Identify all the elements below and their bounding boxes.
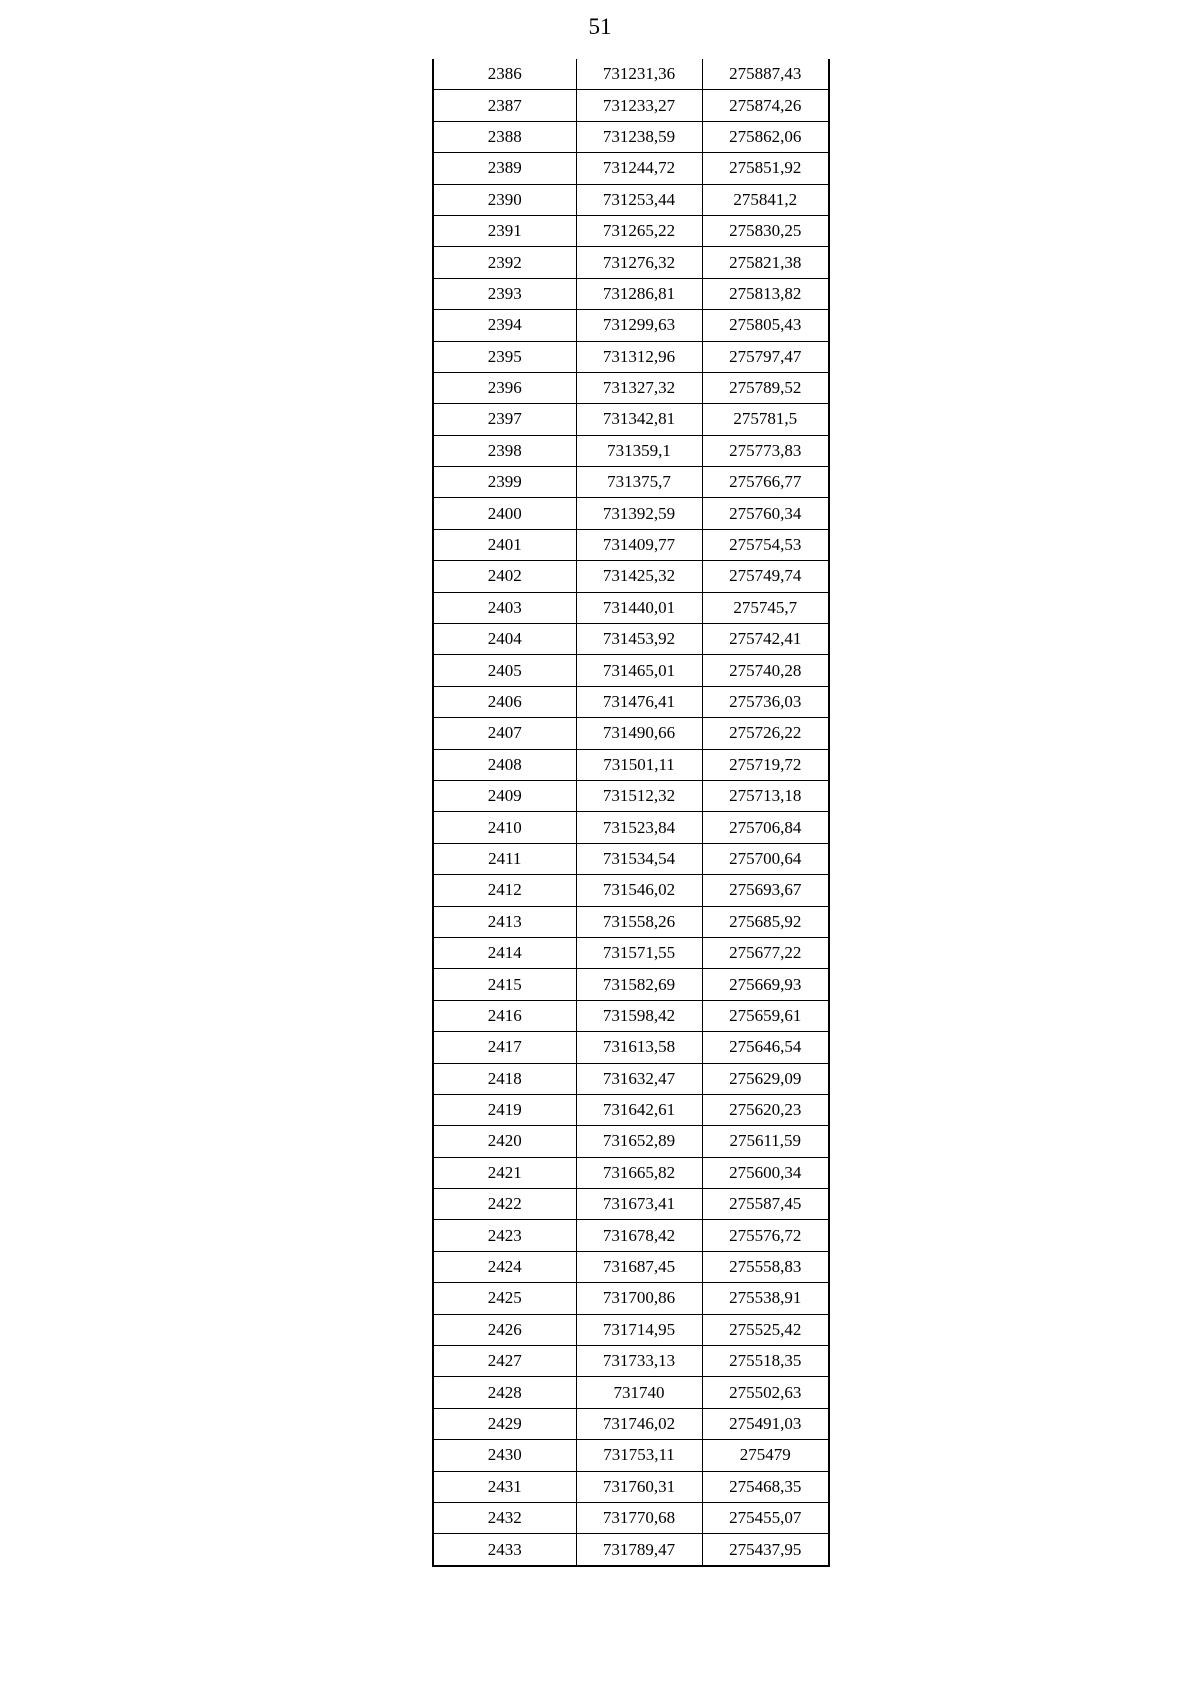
x-coordinate-cell: 731678,42	[576, 1220, 702, 1251]
y-coordinate-cell: 275813,82	[702, 278, 829, 309]
y-coordinate-cell: 275805,43	[702, 310, 829, 341]
x-coordinate-cell: 731760,31	[576, 1471, 702, 1502]
x-coordinate-cell: 731746,02	[576, 1408, 702, 1439]
table-row	[433, 592, 829, 623]
y-coordinate-cell: 275677,22	[702, 937, 829, 968]
point-number-cell: 2387	[433, 90, 576, 121]
y-coordinate-cell: 275887,43	[702, 59, 829, 90]
y-coordinate-cell: 275740,28	[702, 655, 829, 686]
x-coordinate-cell: 731652,89	[576, 1126, 702, 1157]
point-number-cell: 2427	[433, 1346, 576, 1377]
table-row	[433, 937, 829, 968]
y-coordinate-cell: 275789,52	[702, 372, 829, 403]
y-coordinate-cell: 275700,64	[702, 843, 829, 874]
table-row	[433, 1000, 829, 1031]
point-number-cell: 2394	[433, 310, 576, 341]
table-row	[433, 686, 829, 717]
x-coordinate-cell: 731571,55	[576, 937, 702, 968]
point-number-cell: 2401	[433, 529, 576, 560]
table-row	[433, 1440, 829, 1471]
y-coordinate-cell: 275851,92	[702, 153, 829, 184]
x-coordinate-cell: 731425,32	[576, 561, 702, 592]
table-row	[433, 498, 829, 529]
point-number-cell: 2386	[433, 59, 576, 90]
x-coordinate-cell: 731700,86	[576, 1283, 702, 1314]
point-number-cell: 2421	[433, 1157, 576, 1188]
y-coordinate-cell: 275611,59	[702, 1126, 829, 1157]
point-number-cell: 2415	[433, 969, 576, 1000]
x-coordinate-cell: 731453,92	[576, 624, 702, 655]
x-coordinate-cell: 731286,81	[576, 278, 702, 309]
x-coordinate-cell: 731253,44	[576, 184, 702, 215]
point-number-cell: 2403	[433, 592, 576, 623]
point-number-cell: 2400	[433, 498, 576, 529]
y-coordinate-cell: 275518,35	[702, 1346, 829, 1377]
point-number-cell: 2416	[433, 1000, 576, 1031]
table-row	[433, 278, 829, 309]
table-row	[433, 1189, 829, 1220]
table-row	[433, 812, 829, 843]
y-coordinate-cell: 275726,22	[702, 718, 829, 749]
table-row	[433, 718, 829, 749]
coordinates-table	[432, 59, 830, 1567]
x-coordinate-cell: 731714,95	[576, 1314, 702, 1345]
table-row	[433, 1408, 829, 1439]
y-coordinate-cell: 275502,63	[702, 1377, 829, 1408]
table-row	[433, 215, 829, 246]
y-coordinate-cell: 275558,83	[702, 1251, 829, 1282]
table-row	[433, 1251, 829, 1282]
y-coordinate-cell: 275600,34	[702, 1157, 829, 1188]
y-coordinate-cell: 275862,06	[702, 121, 829, 152]
point-number-cell: 2408	[433, 749, 576, 780]
y-coordinate-cell: 275587,45	[702, 1189, 829, 1220]
x-coordinate-cell: 731276,32	[576, 247, 702, 278]
x-coordinate-cell: 731440,01	[576, 592, 702, 623]
table-row	[433, 624, 829, 655]
table-row	[433, 1471, 829, 1502]
point-number-cell: 2418	[433, 1063, 576, 1094]
x-coordinate-cell: 731392,59	[576, 498, 702, 529]
point-number-cell: 2419	[433, 1094, 576, 1125]
table-row	[433, 1314, 829, 1345]
point-number-cell: 2402	[433, 561, 576, 592]
point-number-cell: 2396	[433, 372, 576, 403]
y-coordinate-cell: 275479	[702, 1440, 829, 1471]
table-row	[433, 1094, 829, 1125]
table-row	[433, 184, 829, 215]
y-coordinate-cell: 275821,38	[702, 247, 829, 278]
y-coordinate-cell: 275745,7	[702, 592, 829, 623]
y-coordinate-cell: 275874,26	[702, 90, 829, 121]
table-row	[433, 1346, 829, 1377]
page-number: 51	[588, 14, 612, 39]
y-coordinate-cell: 275620,23	[702, 1094, 829, 1125]
table-row	[433, 1534, 829, 1566]
table-row	[433, 906, 829, 937]
y-coordinate-cell: 275841,2	[702, 184, 829, 215]
x-coordinate-cell: 731642,61	[576, 1094, 702, 1125]
table-row	[433, 467, 829, 498]
table-row	[433, 341, 829, 372]
x-coordinate-cell: 731770,68	[576, 1502, 702, 1533]
x-coordinate-cell: 731233,27	[576, 90, 702, 121]
x-coordinate-cell: 731512,32	[576, 780, 702, 811]
y-coordinate-cell: 275773,83	[702, 435, 829, 466]
x-coordinate-cell: 731312,96	[576, 341, 702, 372]
x-coordinate-cell: 731490,66	[576, 718, 702, 749]
y-coordinate-cell: 275766,77	[702, 467, 829, 498]
x-coordinate-cell: 731523,84	[576, 812, 702, 843]
y-coordinate-cell: 275669,93	[702, 969, 829, 1000]
point-number-cell: 2423	[433, 1220, 576, 1251]
table-row	[433, 843, 829, 874]
table-row	[433, 969, 829, 1000]
x-coordinate-cell: 731546,02	[576, 875, 702, 906]
x-coordinate-cell: 731231,36	[576, 59, 702, 90]
table-row	[433, 310, 829, 341]
point-number-cell: 2390	[433, 184, 576, 215]
point-number-cell: 2431	[433, 1471, 576, 1502]
x-coordinate-cell: 731244,72	[576, 153, 702, 184]
y-coordinate-cell: 275693,67	[702, 875, 829, 906]
table-row	[433, 1032, 829, 1063]
table-row	[433, 780, 829, 811]
point-number-cell: 2417	[433, 1032, 576, 1063]
point-number-cell: 2389	[433, 153, 576, 184]
y-coordinate-cell: 275742,41	[702, 624, 829, 655]
point-number-cell: 2410	[433, 812, 576, 843]
point-number-cell: 2429	[433, 1408, 576, 1439]
coordinates-table-body	[433, 59, 829, 1566]
point-number-cell: 2432	[433, 1502, 576, 1533]
point-number-cell: 2428	[433, 1377, 576, 1408]
y-coordinate-cell: 275629,09	[702, 1063, 829, 1094]
x-coordinate-cell: 731534,54	[576, 843, 702, 874]
table-row	[433, 1377, 829, 1408]
point-number-cell: 2424	[433, 1251, 576, 1282]
table-row	[433, 1502, 829, 1533]
x-coordinate-cell: 731687,45	[576, 1251, 702, 1282]
y-coordinate-cell: 275797,47	[702, 341, 829, 372]
table-row	[433, 90, 829, 121]
table-row	[433, 655, 829, 686]
table-row	[433, 59, 829, 90]
x-coordinate-cell: 731375,7	[576, 467, 702, 498]
y-coordinate-cell: 275760,34	[702, 498, 829, 529]
y-coordinate-cell: 275491,03	[702, 1408, 829, 1439]
x-coordinate-cell: 731265,22	[576, 215, 702, 246]
y-coordinate-cell: 275749,74	[702, 561, 829, 592]
point-number-cell: 2409	[433, 780, 576, 811]
point-number-cell: 2406	[433, 686, 576, 717]
x-coordinate-cell: 731409,77	[576, 529, 702, 560]
x-coordinate-cell: 731753,11	[576, 1440, 702, 1471]
table-row	[433, 121, 829, 152]
y-coordinate-cell: 275576,72	[702, 1220, 829, 1251]
point-number-cell: 2398	[433, 435, 576, 466]
x-coordinate-cell: 731465,01	[576, 655, 702, 686]
table-row	[433, 153, 829, 184]
table-row	[433, 1063, 829, 1094]
x-coordinate-cell: 731733,13	[576, 1346, 702, 1377]
point-number-cell: 2433	[433, 1534, 576, 1566]
x-coordinate-cell: 731740	[576, 1377, 702, 1408]
point-number-cell: 2420	[433, 1126, 576, 1157]
x-coordinate-cell: 731632,47	[576, 1063, 702, 1094]
x-coordinate-cell: 731476,41	[576, 686, 702, 717]
table-row	[433, 561, 829, 592]
table-row	[433, 1220, 829, 1251]
x-coordinate-cell: 731501,11	[576, 749, 702, 780]
table-row	[433, 247, 829, 278]
table-row	[433, 372, 829, 403]
x-coordinate-cell: 731598,42	[576, 1000, 702, 1031]
x-coordinate-cell: 731327,32	[576, 372, 702, 403]
x-coordinate-cell: 731238,59	[576, 121, 702, 152]
x-coordinate-cell: 731558,26	[576, 906, 702, 937]
table-row	[433, 1126, 829, 1157]
y-coordinate-cell: 275538,91	[702, 1283, 829, 1314]
point-number-cell: 2404	[433, 624, 576, 655]
point-number-cell: 2407	[433, 718, 576, 749]
y-coordinate-cell: 275781,5	[702, 404, 829, 435]
point-number-cell: 2388	[433, 121, 576, 152]
table-row	[433, 404, 829, 435]
table-row	[433, 1157, 829, 1188]
y-coordinate-cell: 275713,18	[702, 780, 829, 811]
point-number-cell: 2392	[433, 247, 576, 278]
y-coordinate-cell: 275659,61	[702, 1000, 829, 1031]
y-coordinate-cell: 275685,92	[702, 906, 829, 937]
y-coordinate-cell: 275719,72	[702, 749, 829, 780]
x-coordinate-cell: 731582,69	[576, 969, 702, 1000]
y-coordinate-cell: 275754,53	[702, 529, 829, 560]
point-number-cell: 2413	[433, 906, 576, 937]
y-coordinate-cell: 275468,35	[702, 1471, 829, 1502]
point-number-cell: 2395	[433, 341, 576, 372]
table-row	[433, 529, 829, 560]
y-coordinate-cell: 275706,84	[702, 812, 829, 843]
table-row	[433, 875, 829, 906]
y-coordinate-cell: 275437,95	[702, 1534, 829, 1566]
point-number-cell: 2411	[433, 843, 576, 874]
point-number-cell: 2426	[433, 1314, 576, 1345]
x-coordinate-cell: 731613,58	[576, 1032, 702, 1063]
y-coordinate-cell: 275736,03	[702, 686, 829, 717]
point-number-cell: 2412	[433, 875, 576, 906]
x-coordinate-cell: 731359,1	[576, 435, 702, 466]
x-coordinate-cell: 731789,47	[576, 1534, 702, 1566]
point-number-cell: 2397	[433, 404, 576, 435]
point-number-cell: 2391	[433, 215, 576, 246]
y-coordinate-cell: 275646,54	[702, 1032, 829, 1063]
table-row	[433, 749, 829, 780]
point-number-cell: 2399	[433, 467, 576, 498]
point-number-cell: 2425	[433, 1283, 576, 1314]
x-coordinate-cell: 731342,81	[576, 404, 702, 435]
table-row	[433, 435, 829, 466]
point-number-cell: 2414	[433, 937, 576, 968]
y-coordinate-cell: 275830,25	[702, 215, 829, 246]
x-coordinate-cell: 731299,63	[576, 310, 702, 341]
point-number-cell: 2422	[433, 1189, 576, 1220]
y-coordinate-cell: 275455,07	[702, 1502, 829, 1533]
point-number-cell: 2430	[433, 1440, 576, 1471]
x-coordinate-cell: 731673,41	[576, 1189, 702, 1220]
y-coordinate-cell: 275525,42	[702, 1314, 829, 1345]
point-number-cell: 2405	[433, 655, 576, 686]
point-number-cell: 2393	[433, 278, 576, 309]
table-row	[433, 1283, 829, 1314]
x-coordinate-cell: 731665,82	[576, 1157, 702, 1188]
